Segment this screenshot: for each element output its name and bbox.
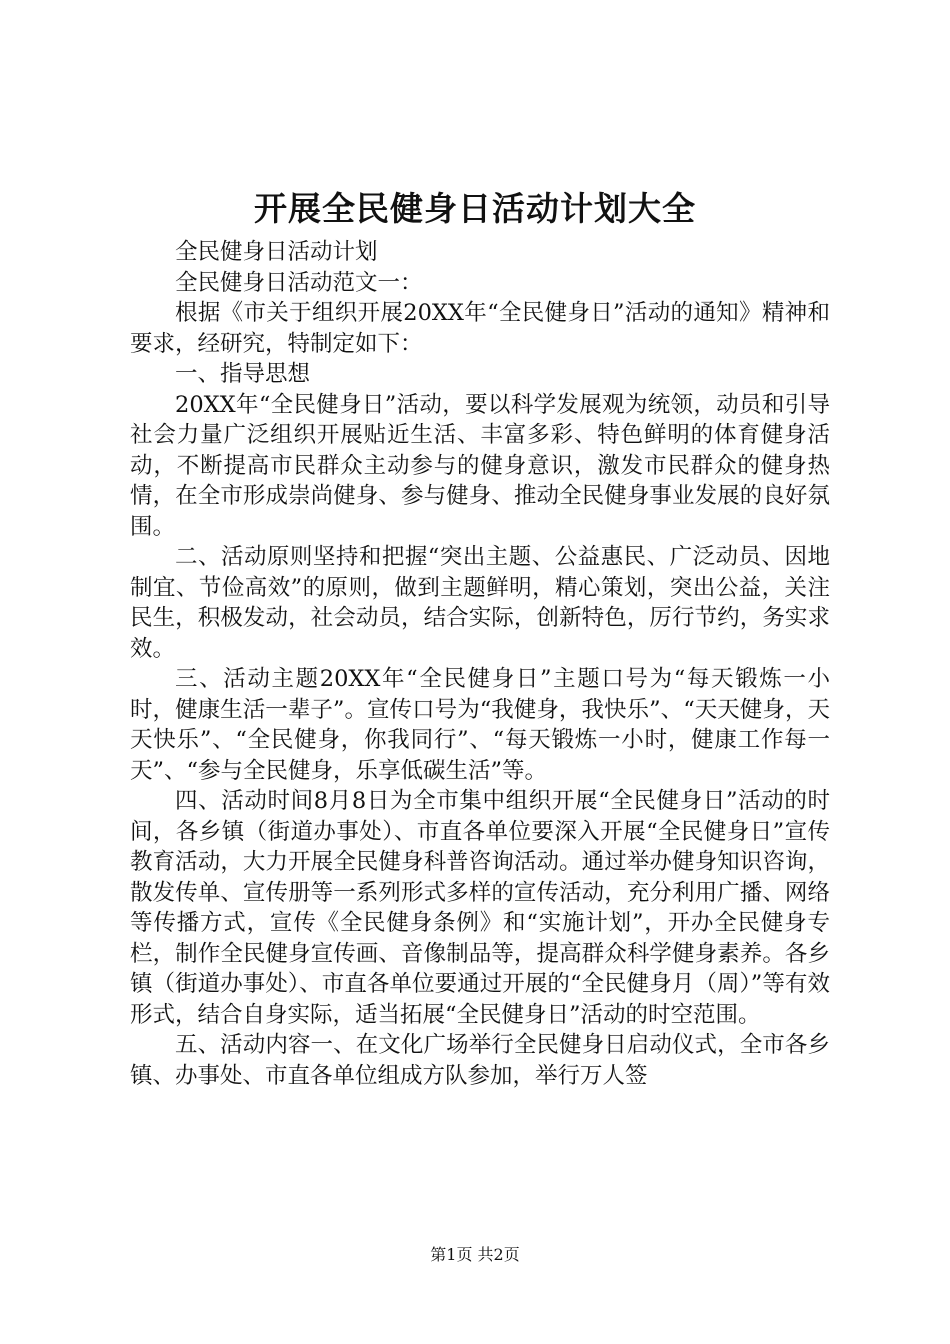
document-body: [130, 237, 830, 1091]
paragraph-section-5: 五、活动内容一、在文化广场举行全民健身日启动仪式，全市各乡镇、办事处、市直各单位组成方队参加，举行万人签: [130, 1032, 830, 1089]
paragraph-subheading: 全民健身日活动范文一：: [175, 269, 423, 296]
paragraph-intro: 根据《市关于组织开展20XX年“全民健身日”活动的通知》精神和要求，经研究，特制定如下：: [130, 300, 830, 357]
paragraph-section-1-body: 20XX年“全民健身日”活动，要以科学发展观为统领，动员和引导社会力量广泛组织开展贴近生活、丰富多彩、特色鲜明的体育健身活动，不断提高市民群众主动参与的健身意识，激发市民群众的健身热情，在全市形成崇尚健身、参与健身、推动全民健身事业发展的良好氛围。: [130, 391, 830, 540]
paragraph-section-3: 三、活动主题20XX年“全民健身日”主题口号为“每天锻炼一小时，健康生活一辈子”。宣传口号为“我健身，我快乐”、“天天健身，天天快乐”、“全民健身，你我同行”、“每天锻炼一小时，健康工作每一天”、“参与全民健身，乐享低碳生活”等。: [130, 666, 830, 784]
paragraph-section-4: 四、活动时间8月8日为全市集中组织开展“全民健身日”活动的时间，各乡镇（街道办事处）、市直各单位要深入开展“全民健身日”宣传教育活动，大力开展全民健身科普咨询活动。通过举办健身知识咨询，散发传单、宣传册等一系列形式多样的宣传活动，充分利用广播、网络等传播方式，宣传《全民健身条例》和“实施计划”，开办全民健身专栏，制作全民健身宣传画、音像制品等，提高群众科学健身素养。各乡镇（街道办事处）、市直各单位要通过开展的“全民健身月（周）”等有效形式，结合自身实际，适当拓展“全民健身日”活动的时空范围。: [130, 788, 830, 1028]
paragraph-section-1-title: 一、指导思想: [175, 361, 311, 387]
document-title: 开展全民健身日活动计划大全: [254, 189, 696, 228]
paragraph-heading: 全民健身日活动计划: [175, 239, 378, 265]
page-number-footer: 第1页 共2页: [430, 1245, 520, 1264]
paragraph-section-2: 二、活动原则坚持和把握“突出主题、公益惠民、广泛动员、因地制宜、节俭高效”的原则，做到主题鲜明，精心策划，突出公益，关注民生，积极发动，社会动员，结合实际，创新特色，厉行节约，务实求效。: [130, 544, 830, 662]
